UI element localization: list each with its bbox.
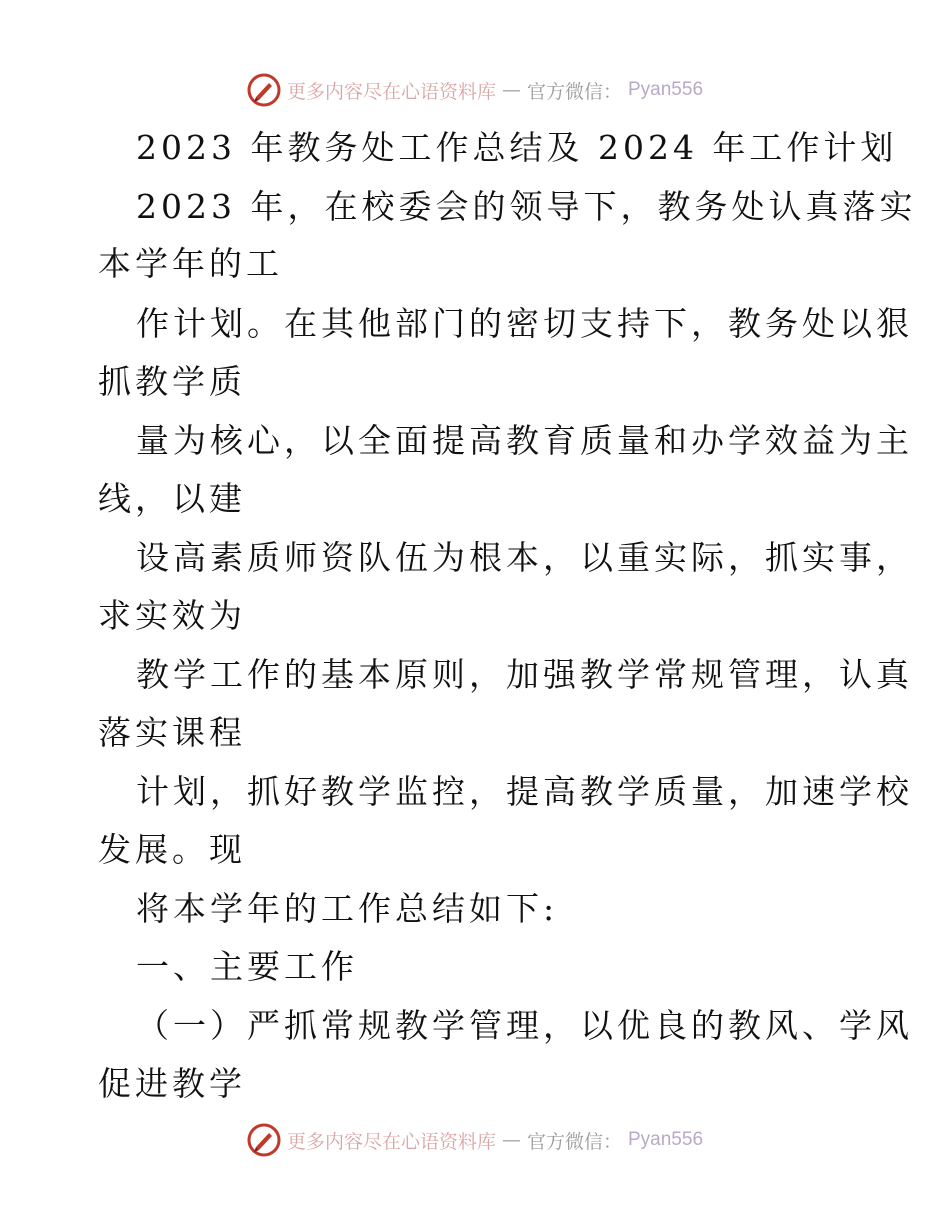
paragraph-line: 作计划。在其他部门的密切支持下，教务处以狠 <box>136 304 913 343</box>
pen-logo-icon <box>247 73 281 107</box>
paragraph-line: 促进教学 <box>98 1064 246 1103</box>
watermark-wechat-id: Pyan556 <box>628 1129 704 1150</box>
subsection-heading: （一）严抓常规教学管理，以优良的教风、学风 <box>136 1006 913 1045</box>
header-watermark <box>0 68 950 112</box>
section-heading: 一、主要工作 <box>136 947 358 986</box>
paragraph-line: 抓教学质 <box>98 362 246 401</box>
paragraph-line: 计划，抓好教学监控，提高教学质量，加速学校 <box>136 772 913 811</box>
paragraph-line: 2023 年，在校委会的领导下，教务处认真落实 <box>136 187 917 226</box>
paragraph-line: 求实效为 <box>98 596 246 635</box>
watermark-brand-text: 更多内容尽在心语资料库 <box>286 1130 496 1153</box>
paragraph-line: 线，以建 <box>98 479 246 518</box>
paragraph-line: 教学工作的基本原则，加强教学常规管理，认真 <box>136 655 913 694</box>
paragraph-line: 将本学年的工作总结如下: <box>136 889 559 928</box>
paragraph-line: 设高素质师资队伍为根本，以重实际，抓实事， <box>136 538 913 577</box>
watermark-label: 官方微信： <box>526 1130 622 1153</box>
watermark-wechat-id: Pyan556 <box>628 79 704 100</box>
watermark-separator: — <box>501 1129 521 1151</box>
document-title: 2023 年教务处工作总结及 2024 年工作计划 <box>136 128 898 167</box>
watermark-separator: — <box>501 79 521 101</box>
paragraph-line: 发展。现 <box>98 830 246 869</box>
footer-watermark <box>0 1118 950 1162</box>
paragraph-line: 量为核心，以全面提高教育质量和办学效益为主 <box>136 421 913 460</box>
watermark-brand-text: 更多内容尽在心语资料库 <box>286 80 496 103</box>
paragraph-line: 本学年的工 <box>98 244 283 283</box>
watermark-label: 官方微信： <box>526 80 622 103</box>
pen-logo-icon <box>247 1123 281 1157</box>
paragraph-line: 落实课程 <box>98 713 246 752</box>
